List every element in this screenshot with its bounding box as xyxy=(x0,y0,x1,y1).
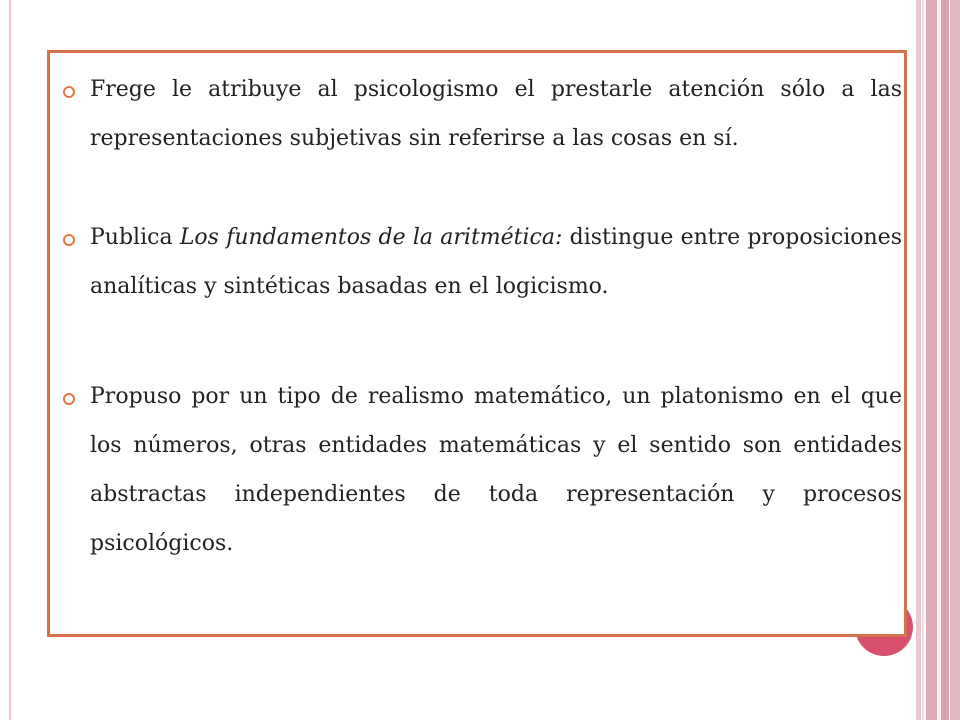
bullet-text-suffix: distingue entre proposiciones analíticas y sintéticas basadas en el logicismo. xyxy=(90,225,902,299)
stripe xyxy=(926,0,937,720)
bullet-text: Frege le atribuye al psicologismo el prestarle atención sólo a las representaciones subjetivas sin referirse a las cosas en sí. xyxy=(90,77,902,151)
stripe xyxy=(941,0,949,720)
ring-bullet-icon xyxy=(63,234,75,246)
book-title: Los fundamentos de la aritmética: xyxy=(179,225,563,250)
ring-bullet-icon xyxy=(63,86,75,98)
right-decorative-stripes xyxy=(916,0,960,720)
bullet-text xyxy=(90,213,902,311)
bullet-text: Propuso por un tipo de realismo matemático, un platonismo en el que los números, otras entidades matemáticas y el sentido son entidades abstractas independientes de toda representación y procesos psicológicos. xyxy=(90,384,902,556)
stripe xyxy=(950,0,960,720)
stripe xyxy=(916,0,921,720)
stripe xyxy=(922,0,924,720)
ring-bullet-icon xyxy=(63,393,75,405)
bullet-text-prefix: Publica xyxy=(90,225,180,250)
slide-content-box xyxy=(47,50,907,637)
stripe xyxy=(938,0,940,720)
left-decorative-line xyxy=(9,0,11,720)
